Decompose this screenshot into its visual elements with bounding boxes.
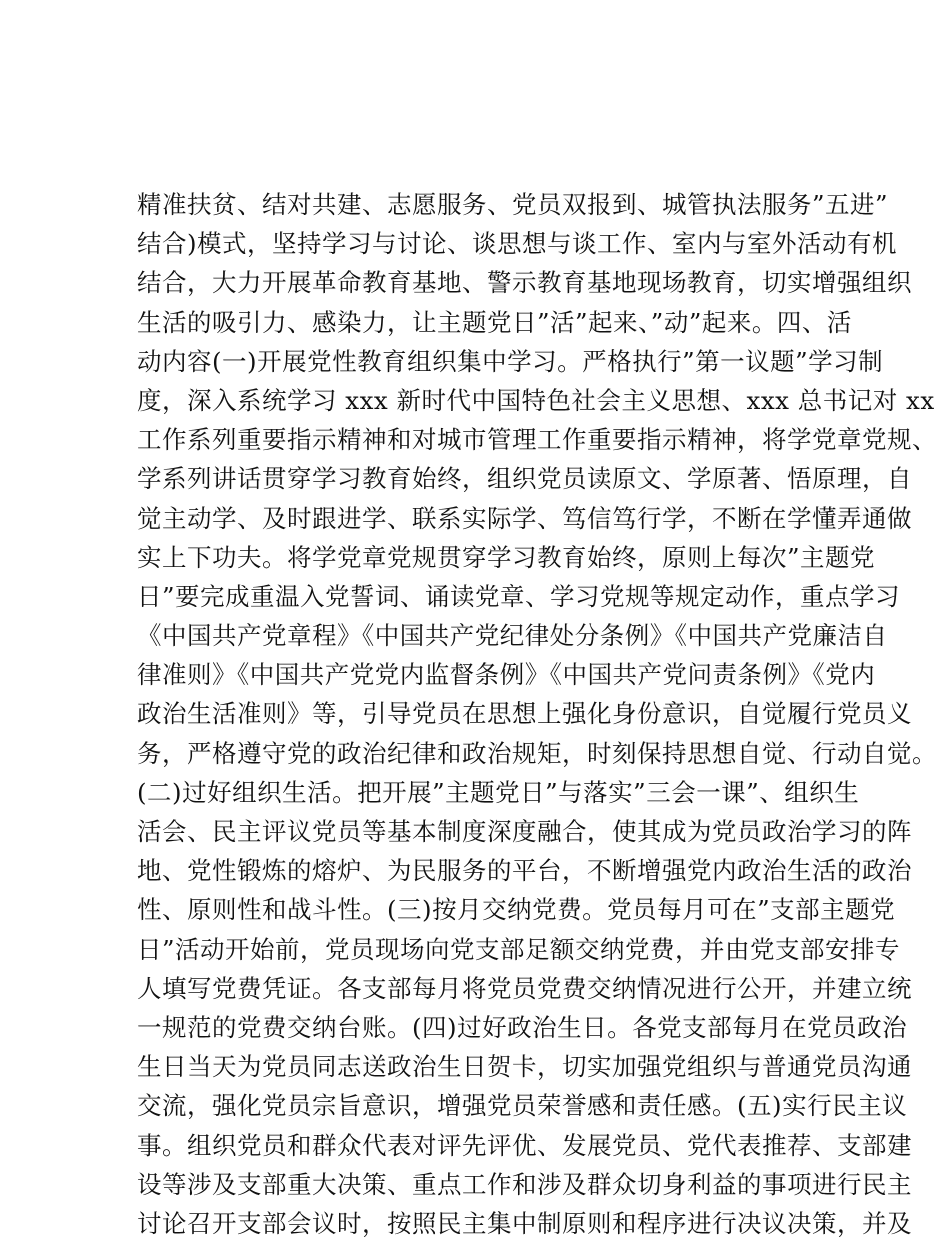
text-line: 生活的吸引力、感染力，让主题党日”活”起来、”动”起来。四、活 [137,307,852,337]
text-line: 结合)模式，坚持学习与讨论、谈思想与谈工作、室内与室外活动有机 [137,229,898,259]
text-line: 活会、民主评议党员等基本制度深度融合，使其成为党员政治学习的阵 [137,817,912,846]
text-line: (二)过好组织生活。把开展”主题党日”与落实”三会一课”、组织生 [137,777,860,807]
text-line: 政治生活准则》等，引导党员在思想上强化身份意识，自觉履行党员义 [137,699,912,729]
text-line: 度，深入系统学习 xxx 新时代中国特色社会主义思想、xxx 总书记对 xx [137,385,935,415]
text-line: 地、党性锻炼的熔炉、为民服务的平台，不断增强党内政治生活的政治 [137,856,912,886]
text-line: 人填写党费凭证。各支部每月将党员党费交纳情况进行公开，并建立统 [137,973,912,1003]
text-line: 讨论召开支部会议时，按照民主集中制原则和程序进行决议决策，并及 [137,1208,912,1238]
text-line: 结合，大力开展革命教育基地、警示教育基地现场教育，切实增强组织 [137,268,912,298]
text-line: 事。组织党员和群众代表对评先评优、发展党员、党代表推荐、支部建 [137,1130,912,1160]
text-line: 日”要完成重温入党誓词、诵读党章、学习党规等规定动作，重点学习 [137,581,901,611]
text-line: 觉主动学、及时跟进学、联系实际学、笃信笃行学，不断在学懂弄通做 [137,503,912,533]
text-line: 一规范的党费交纳台账。(四)过好政治生日。各党支部每月在党员政治 [137,1012,908,1042]
text-line: 工作系列重要指示精神和对城市管理工作重要指示精神，将学党章党规、 [137,425,937,455]
text-line: 律准则》《中国共产党党内监督条例》《中国共产党问责条例》《党内 [137,660,876,690]
text-line: 实上下功夫。将学党章党规贯穿学习教育始终，原则上每次”主题党 [137,542,876,572]
text-line: 生日当天为党员同志送政治生日贺卡，切实加强党组织与普通党员沟通 [137,1052,912,1082]
body-text [137,185,937,1243]
text-line: 务，严格遵守党的政治纪律和政治规矩，时刻保持思想自觉、行动自觉。 [137,738,937,768]
text-line: 交流，强化党员宗旨意识，增强党员荣誉感和责任感。(五)实行民主议 [137,1091,908,1121]
text-line: 动内容(一)开展党性教育组织集中学习。严格执行”第一议题”学习制 [137,346,884,376]
text-line: 《中国共产党章程》《中国共产党纪律处分条例》《中国共产党廉洁自 [137,621,888,651]
text-line: 学系列讲话贯穿学习教育始终，组织党员读原文、学原著、悟原理，自 [137,464,912,494]
text-line: 设等涉及支部重大决策、重点工作和涉及群众切身利益的事项进行民主 [137,1169,912,1199]
text-line: 精准扶贫、结对共建、志愿服务、党员双报到、城管执法服务”五进” [137,190,889,219]
text-line: 日”活动开始前，党员现场向党支部足额交纳党费，并由党支部安排专 [137,934,901,964]
text-line: 性、原则性和战斗性。(三)按月交纳党费。党员每月可在”支部主题党 [137,895,896,925]
